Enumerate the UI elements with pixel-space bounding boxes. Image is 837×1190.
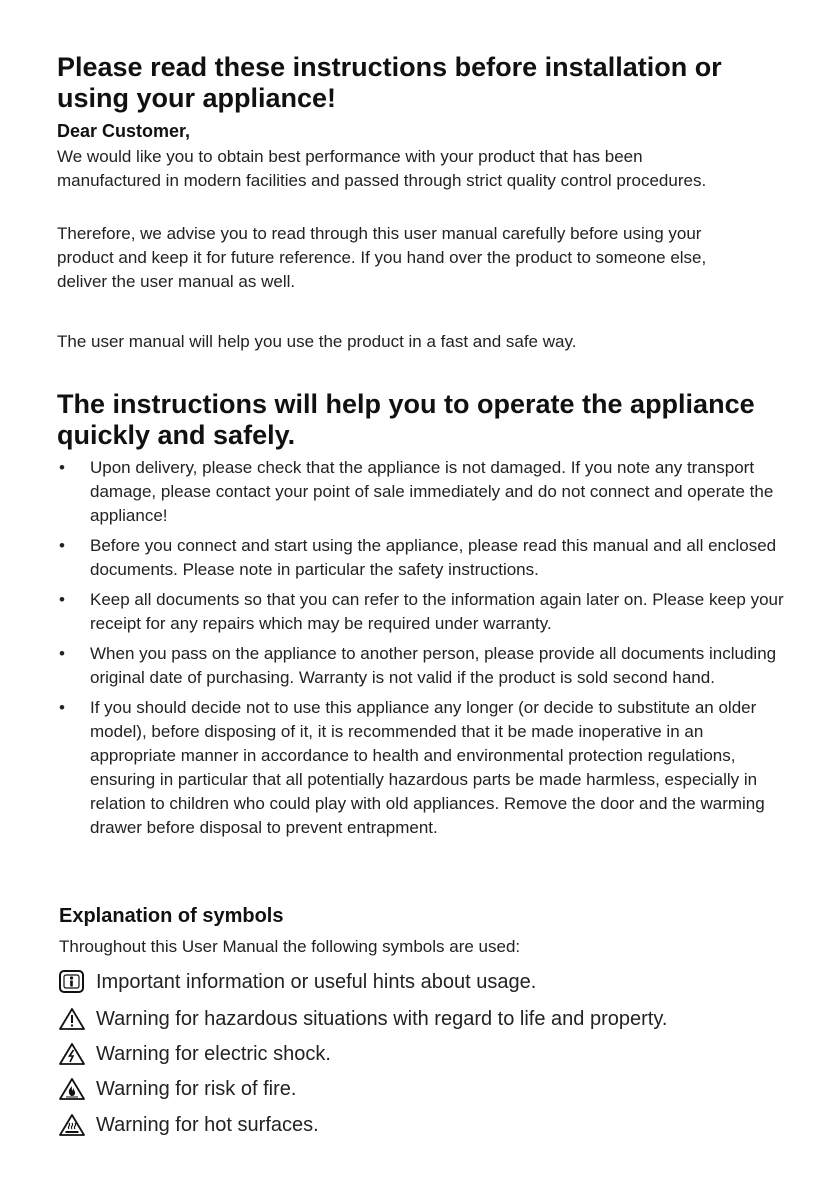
list-item-text: Upon delivery, please check that the appliance is not damaged. If you note any transport damage, please contact your point of sale immediately and do not connect and operate the appliance!	[90, 458, 774, 525]
symbol-row-electric	[58, 1040, 331, 1068]
main-heading-line-1: Please read these instructions before installation or	[57, 52, 722, 82]
list-item-text: When you pass on the appliance to another person, please provide all documents including original date of purchasing. Warranty is not valid if the product is sold second hand.	[90, 644, 777, 687]
list-item	[57, 456, 787, 528]
intro-paragraph-2: Therefore, we advise you to read through this user manual carefully before using your product and keep it for future reference. If you hand over the product to someone else, deliver the user manual as well.	[57, 224, 707, 291]
list-item	[57, 696, 787, 840]
intro-paragraph-1: We would like you to obtain best performance with your product that has been manufactured in modern facilities and passed through strict quality control procedures.	[57, 147, 707, 190]
greeting: Dear Customer,	[57, 121, 191, 141]
electric-shock-icon	[58, 1041, 86, 1067]
symbol-row-fire	[58, 1075, 296, 1103]
fire-hazard-icon	[58, 1076, 86, 1102]
bullet-glyph: •	[59, 536, 65, 555]
list-item-text: If you should decide not to use this appliance any longer (or decide to substitute an older model), before disposing of it, it is recommended that it be made inoperative in an appropriate manner in accordance to health and environmental protection regulations, ensuring in particular that all potentially hazardous parts be made harmless, especially in relation to children who could play with old appliances. Remove the door and the warming drawer before disposal to prevent entrapment.	[90, 698, 765, 837]
symbol-text: Important information or useful hints about usage.	[96, 971, 537, 993]
main-heading	[57, 52, 797, 114]
instructions-heading-line-1: The instructions will help you to operate the appliance	[57, 389, 755, 419]
info-icon	[58, 969, 86, 995]
warning-triangle-icon	[58, 1006, 86, 1032]
instructions-heading-line-2: quickly and safely.	[57, 420, 296, 450]
bullet-glyph: •	[59, 590, 65, 609]
list-item-text: Keep all documents so that you can refer to the information again later on. Please keep your receipt for any repairs which may be required under warranty.	[90, 590, 784, 633]
symbol-text: Warning for electric shock.	[96, 1043, 331, 1065]
bullet-glyph: •	[59, 644, 65, 663]
main-heading-line-2: using your appliance!	[57, 83, 337, 113]
bullet-glyph: •	[59, 698, 65, 717]
symbol-row-warning	[58, 1005, 667, 1033]
list-item-text: Before you connect and start using the appliance, please read this manual and all enclosed documents. Please note in particular the safety instructions.	[90, 536, 777, 579]
hot-surface-icon	[58, 1112, 86, 1138]
symbol-row-info	[58, 968, 536, 996]
instructions-heading	[57, 389, 817, 451]
symbols-lead: Throughout this User Manual the following symbols are used:	[59, 937, 521, 956]
symbol-text: Warning for hot surfaces.	[96, 1114, 319, 1136]
bullet-glyph: •	[59, 458, 65, 477]
symbol-text: Warning for hazardous situations with regard to life and property.	[96, 1008, 668, 1030]
symbol-text: Warning for risk of fire.	[96, 1078, 297, 1100]
list-item	[57, 588, 787, 636]
list-item	[57, 642, 787, 690]
intro-paragraph-3: The user manual will help you use the product in a fast and safe way.	[57, 332, 577, 351]
symbol-row-hot-surface	[58, 1111, 319, 1139]
instructions-list	[57, 456, 787, 846]
list-item	[57, 534, 787, 582]
symbols-title: Explanation of symbols	[59, 905, 284, 927]
